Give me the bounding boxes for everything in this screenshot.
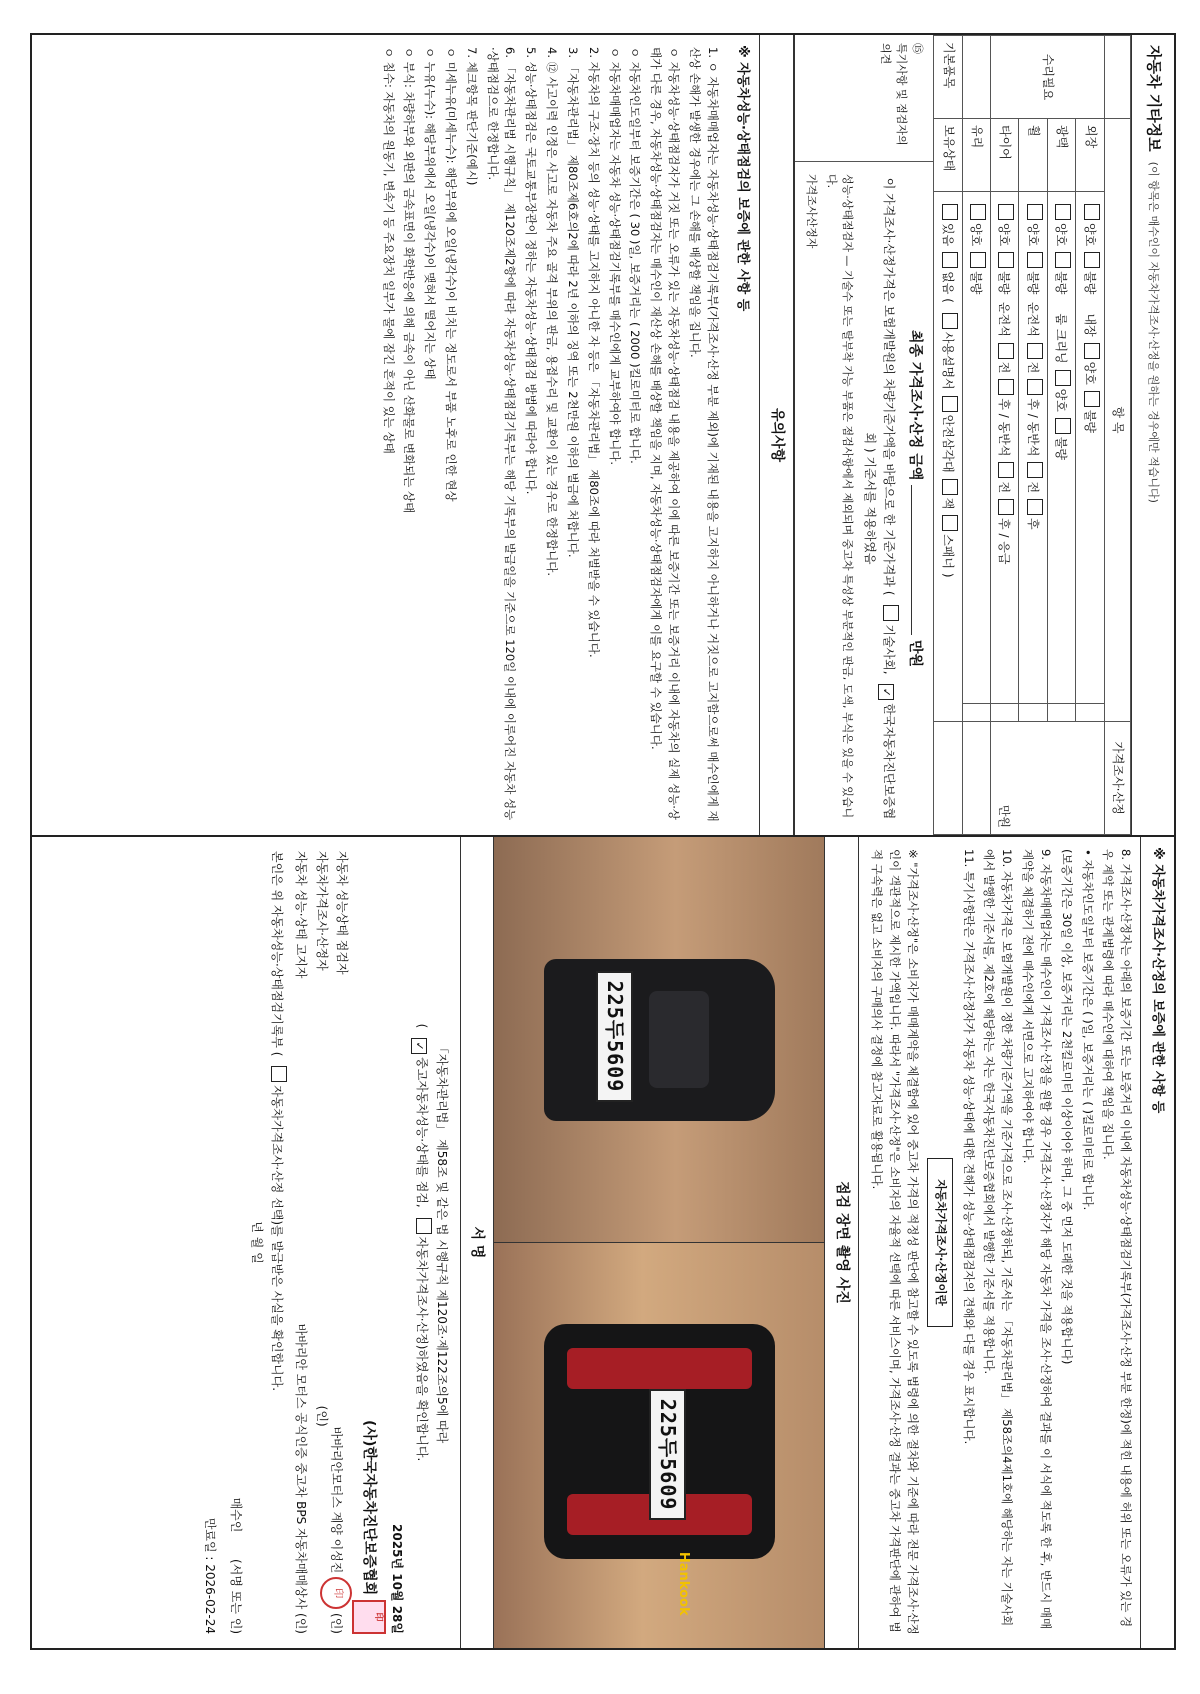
special-text: 기술수 또는 탈부착 가능 부품은 점검사항에서 제외되며 중고차 특성상 부분적인 판금, 도색, 부식은 있을 수 있습니다. (824, 174, 854, 819)
checkbox[interactable] (998, 379, 1014, 395)
basic-label: 기본품목 (934, 36, 962, 119)
checkbox[interactable] (998, 252, 1014, 268)
signature-date: 2025년 10월 28일 (389, 1524, 404, 1634)
checkbox[interactable] (998, 343, 1014, 359)
special-p2: 가격조사산정자 (804, 174, 818, 249)
repair-label: 수리필요 (991, 36, 1105, 119)
item-column-header: 항 목 (1104, 119, 1130, 722)
checkbox[interactable] (1084, 204, 1100, 220)
repair-unit: 만원 (991, 722, 1105, 835)
inspector-row: 자동차 성능상태 점검자 바바리안모터스 계양 이성진 印 (인) (332, 851, 352, 1634)
checkbox[interactable] (1055, 252, 1071, 268)
checkbox[interactable] (883, 605, 899, 621)
wheel-options: 양호불량 운전석전후 / 동반석전후 (1019, 192, 1047, 704)
license-plate-front: 225두5609 (596, 971, 633, 1103)
gloss-options: 양호불량 룸 크리닝양호불량 (1047, 192, 1075, 704)
license-plate-rear: 225두5609 (649, 1389, 686, 1521)
checkbox[interactable] (942, 252, 958, 268)
tire-label: 타이어 (991, 119, 1019, 192)
price-box-text: ※ "가격조사·산정"은 소비자가 매매계약을 체결함에 있어 중고차 가격의 적정성 판단에 참고할 수 있도록 법령에 의한 절차와 기준에 따라 전문 가격조사·산정인이 객관적으로 제시한 가액입니다. 따라서 "가격조사·산정"은 소비자의 자율적 선택에 따른 서비스이며, 가격조사·산정 결과는 중고차 가격판단에 관하여 법적 구속력은 없고 소비자의 구매의사 결정에 참고자료로 활용됩니다. (870, 849, 921, 1635)
notifier-row: 자동차 성능·상태 고지자 바바리안 모터스 공식인증 중고차 BPS 자동차매매상사 (인) (294, 851, 309, 1634)
notice-bar: 유의사항 (759, 35, 793, 835)
checkbox[interactable] (1055, 204, 1071, 220)
special-notes-label: ⑮ 특기사항 및 점검자의 의견 (795, 35, 934, 162)
checkbox[interactable] (970, 252, 986, 268)
association-name: (사)한국자동차진단보증협회 印 (352, 851, 386, 1634)
checkbox[interactable] (1027, 499, 1043, 515)
inspector-seal-icon: 印 (320, 1577, 352, 1609)
section-header (1131, 35, 1174, 835)
checkbox[interactable] (1027, 252, 1043, 268)
left-column (32, 35, 1174, 837)
checkbox[interactable] (1027, 379, 1043, 395)
final-price-label: 최종 가격조사·산정 금액 (907, 329, 924, 481)
checkbox[interactable] (942, 204, 958, 220)
rotated-sheet (32, 35, 1174, 1648)
price-notice-title: ※ 자동차가격조사·산정의 보증에 관한 사항 등 (1140, 837, 1174, 1648)
basic-options: 있음없음 ( 사용설명서안전삼각대잭스패너 ) (934, 192, 962, 722)
special-p1: 성능·상태점검자 (840, 174, 854, 252)
checkbox[interactable] (1027, 462, 1043, 478)
gloss-label: 광택 (1047, 119, 1075, 192)
checkbox-checked[interactable]: ✓ (878, 684, 894, 700)
final-price-unit: 만원 (907, 640, 924, 668)
signature-line1: 「자동차관리법」 제58조 및 같은 법 시행규칙 제120조·제122조의5에 따라 (435, 1041, 449, 1444)
checkbox[interactable] (1084, 343, 1100, 359)
buyer-date: 년 월 일 (249, 1221, 264, 1264)
checkbox[interactable] (942, 479, 958, 495)
rear-photo (494, 1243, 824, 1648)
final-price-note: 이 가격조사·산정가격은 보험개발원의 차량기준가액을 바탕으로 한 기준가격과 (881, 177, 896, 587)
tire-brand-logo: Hankook (676, 1551, 692, 1616)
notice-list: 1. ㅇ 자동차매매업자는 자동차성능·상태점검기록부(가격조사·산정 부분 제외)에 기재된 내용을 고지하지 아니하거나 거짓으로 고지함으로써 매수인에게 재산상 손해가 발생한 경우에는 그 손해를 배상할 책임을 집니다. ㅇ 자동차성능·상태점검자가 거짓 또는 오류가 있는 자동차성능·상태점검 내용을 제공하여 이에 따른 보증기간 또는 보증거리 이내에 자동차의 실제 성능·상태가 다른 경우, 자동차성능·상태점검자는 매수인이 재산상 손해를 배상할 책임을 지며, 자동차성능·상태점검자에게 이를 요구할 수 있습니다. ㅇ 자동차인도일부터 보증기간은 ( 30 )일, 보증거리는 ( 2000 )킬로미터로 합니다. ㅇ 자동차매매업자는 자동차 성능·상태점검기록부를 매수인에게 교부하여야 합니다. 2. 자동차의 구조·장치 등의 성능·상태를 고지하지 아니한 자 등은 「자동차관리법」 제80조에 따라 처벌받을 수 있습니다. 3. 「자동차관리법」 제80조제6호의2에 따라 2년 이하의 징역 또는 2천만원 이하의 벌금에 처합니다. 4. ⑫ 사고이력 인정은 사고로 자동차 주요 골격 부위의 판금, 용접수리 및 교환이 있는 경우로 한정합니다. 5. 성능·상태점검은 국토교통부장관이 정하는 자동차성능·상태점검 방법에 따라야 합니다. 6. 「자동차관리법 시행규칙」 제120조제2항에 따라 자동차성능·상태점검기록부는 해당 기록부의 발급일을 기준으로 120일 이내에 이루어진 자동차 성능·상태점검으로 한정합니다. 7. 체크항목 판단기준(예시) ㅇ 미세누유(미세누수): 해당부위에 오일(냉각수)이 비치는 정도로서 부품 노후로 인한 현상 ㅇ 누유(누수): 해당부위에서 오일(냉각수)이 맺혀서 떨어지는 상태 ㅇ 부식: 차량하부와 외판의 금속표면이 화학반응에 의해 금속이 아닌 산화물로 변화되는 상태 ㅇ 침수: 자동차의 원동기, 변속기 등 주요장치 일부가 물에 잠긴 흔적이 있는 상태 (381, 47, 720, 822)
interior-label: 내장 (1082, 313, 1097, 337)
checkbox[interactable] (1084, 252, 1100, 268)
checkbox[interactable] (942, 396, 958, 412)
repair-table (933, 35, 1131, 835)
glass-label: 유리 (962, 119, 990, 192)
notice-title: ※ 자동차성능·상태점검의 보증에 관한 사항 등 (735, 45, 751, 312)
checkbox[interactable] (271, 1066, 287, 1082)
expiry-date: 만료일 : 2026-02-24 (202, 1517, 217, 1634)
checkbox[interactable] (1084, 391, 1100, 407)
checkbox[interactable] (998, 499, 1014, 515)
confirm-row: 본인은 위 자동차성능·상태점검기록부 ( 자동차가격조사·산정 선택)를 발급받은 사실을 확인합니다. (267, 851, 287, 1634)
checkbox[interactable] (942, 313, 958, 329)
checkbox[interactable] (1055, 370, 1071, 386)
document-frame (30, 33, 1176, 1650)
tire-options: 양호불량 운전석전후 / 동반석전후 / 응급 (991, 192, 1019, 704)
buyer-row: 매수인 (서명 또는 인) (229, 1497, 244, 1634)
signature-bar: 서 명 (460, 837, 493, 1648)
wheel-label: 휠 (1019, 119, 1047, 192)
checkbox[interactable] (1055, 418, 1071, 434)
pricer-row: 자동차가격조사·산정자 (인) (314, 851, 329, 1427)
price-notice-list: 8. 가격조사·산정자는 아래의 보증기간 또는 보증거리 이내에 자동차성능·상태점검기록부(가격조사·산정 부분 한정)에 적힌 내용에 허위 또는 오류가 있는 경우 계약 또는 관계법령에 따라 매수인에 대하여 책임을 집니다. • 자동차인도일부터 보증기간은 ( )일, 보증거리는 ( )킬로미터로 합니다. (보증기간은 30일 이상, 보증거리는 2천킬로미터 이상이어야 하며, 그 중 먼저 도래한 것을 적용합니다) 9. 자동차매매업자는 매수인이 가격조사·산정을 원할 경우 가격조사·산정자가 해당 자동차 가격을 조사·산정하여 결과를 이 서식에 적도록 한 후, 반드시 매매계약을 체결하기 전에 매수인에게 서면으로 고지하여야 합니다. 10. 자동차가격은 보험개발원이 정한 차량기준가액을 기준가격으로 조사·산정하되, 기준서는 「자동차관리법」 제58조의4제1호에 해당하는 자는 기술사회에서 발행한 기준서를, 제2호에 해당하는 자는 한국자동차진단보증협회에서 발행한 기준서를 적용합니다. 11. 특기사항란은 가격조사·산정자가 자동차 성능·상태에 대한 견해가 성능·상태점검자의 견해와 다를 경우 표시합니다. 자동차가격조사·산정이란 ※ "가격조사·산정"은 소비자가 매매계약을 체결함에 있어 중고차 가격의 적정성 판단에 참고할 수 있도록 법령에 의한 절차와 기준에 따라 전문 가격조사·산정인이 객관적으로 제시한 가액입니다. 따라서 "가격조사·산정"은 소비자의 자율적 선택에 따른 서비스이며, 가격조사·산정 결과는 중고차 가격판단에 관하여 법적 구속력은 없고 소비자의 구매의사 결정에 참고자료로 활용됩니다. (859, 837, 1141, 1648)
price-column-header: 가격조사·산정 (1104, 722, 1130, 835)
checkbox[interactable] (1027, 204, 1043, 220)
basic-status-label: 보유상태 (934, 119, 962, 192)
right-column (32, 837, 1174, 1648)
front-photo (494, 837, 824, 1243)
checkbox[interactable] (998, 462, 1014, 478)
photo-row (493, 837, 824, 1648)
checkbox[interactable] (942, 515, 958, 531)
exterior-options: 양호불량 내장양호불량 (1076, 192, 1104, 704)
checkbox[interactable] (998, 204, 1014, 220)
association-seal-icon: 印 (352, 1600, 386, 1634)
section-title: 자동차 기타정보 (1144, 45, 1163, 152)
section-subtitle: (이 항목은 매수인이 자동차가격조사·산정을 원하는 경우에만 적습니다) (1146, 161, 1160, 503)
final-price-block: ⑮ 특기사항 및 점검자의 의견 최종 가격조사·산정 금액 만원 이 가격조사·산정가격은 보험개발원의 차량기준가액을 바탕으로 한 기준가격과 ( 기술사회, ✓한국자동차진단보증협회 ) 기준서를 적용하였음 성능·상태점검자 — 기술수 또는 탈부착 가능 부품은 점검사항에서 제외되며 중고차 특성상 부분적인 판금, 도색, 부식은 있을 수 있습니다. 가격조사산정자 (794, 35, 934, 835)
checkbox[interactable] (970, 204, 986, 220)
checkbox-checked[interactable]: ✓ (411, 1038, 427, 1054)
signature-block: 「자동차관리법」 제58조 및 같은 법 시행규칙 제120조·제122조의5에 따라 ( ✓중고자동차성능·상태를 점검, 자동차가격조사·산정)하였음을 확인합니다. 2025년 10월 28일 (사)한국자동차진단보증협회 印 자동차 성능상태 점검자 바바리안모터스 계양 이성진 印 (인) 자동차가격조사·산정자 (인) 자동차 성능·상태 고지자 바바리안 모터스 공식인증 중고차 BPS 자동차매매상사 (인) 본인은 위 자동차성능·상태점검기록부 ( 자동차가격조사·산정 선택)를 발급받은 사실을 확인합니다. 년 월 일 매수인 (서명 또는 인) 만료일 : 2026-02-24 (191, 837, 460, 1648)
glass-options: 양호불량 (962, 192, 990, 704)
photo-bar: 점검 장면 촬영 사진 (824, 837, 858, 1648)
checkbox[interactable] (1027, 343, 1043, 359)
checkbox[interactable] (416, 1218, 432, 1234)
price-box-title: 자동차가격조사·산정이란 (927, 1158, 953, 1327)
exterior-label: 외장 (1076, 119, 1104, 192)
